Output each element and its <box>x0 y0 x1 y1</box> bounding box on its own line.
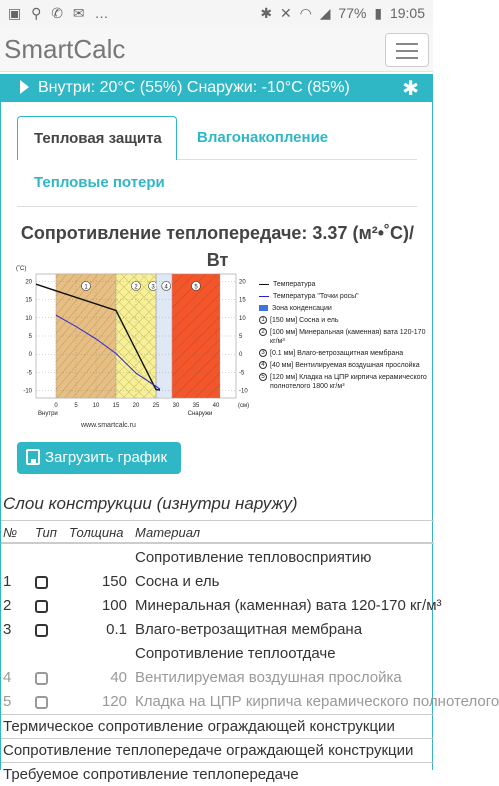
layer-material: Кладка на ЦПР кирпича керамического полнотелого <box>135 693 499 710</box>
x-tick-label: 20 <box>132 403 140 409</box>
layer-material: Влаго-ветрозащитная мембрана <box>135 621 363 638</box>
layer-number: 5 <box>3 693 12 710</box>
layer-number: 2 <box>3 597 12 614</box>
layer-thickness: 0.1 <box>106 621 127 638</box>
legend-text: [150 мм] Сосна и ель <box>270 317 339 324</box>
table-row <box>1 690 499 714</box>
legend-text: [40 мм] Вентилируемая воздушная прослойка <box>270 362 420 369</box>
chart-legend <box>259 280 429 394</box>
brand-logo[interactable]: SmartCalc <box>4 34 126 64</box>
image-icon: ▣ <box>8 5 25 21</box>
legend-text: Температура <box>273 281 316 288</box>
legend-item <box>259 373 429 391</box>
layer-checkbox[interactable] <box>35 600 48 613</box>
y-tick-label-left: -10 <box>23 388 32 395</box>
y-axis-unit: (˚С) <box>16 266 27 272</box>
more-icon: … <box>94 5 112 21</box>
legend-text: [0.1 мм] Влаго-ветрозащитная мембрана <box>270 350 404 357</box>
legend-line-swatch <box>259 296 269 297</box>
x-edge-label-inside: Внутри <box>38 411 58 417</box>
legend-layer-number: 1 <box>259 316 267 324</box>
layer-number: 1 <box>3 573 12 590</box>
layers-title: Слои конструкции (изнутри наружу) <box>3 494 298 513</box>
layer-checkbox[interactable] <box>35 624 48 637</box>
column-header-thickness: Толщина <box>69 525 124 540</box>
legend-item <box>259 280 429 289</box>
x-axis-unit: (см) <box>238 403 250 409</box>
battery-icon: ▮ <box>374 5 383 21</box>
layer-band-1 <box>56 274 116 398</box>
layer-marker-label-4: 4 <box>164 284 168 291</box>
x-tick-label: 25 <box>152 403 160 409</box>
legend-item <box>259 349 429 358</box>
layer-checkbox[interactable] <box>35 672 48 685</box>
x-tick-label: 15 <box>112 403 120 409</box>
layer-material: Сопротивление тепловосприятию <box>135 549 372 566</box>
signal-icon: ◢ <box>319 5 331 21</box>
y-tick-label-left: 20 <box>25 279 32 286</box>
status-system-icons <box>256 5 425 22</box>
layer-number: 4 <box>3 669 12 686</box>
summary-label: Термическое сопротивление ограждающей конструкции <box>3 718 395 735</box>
legend-layer-number: 2 <box>259 328 267 336</box>
table-row <box>1 666 434 690</box>
y-tick-label-right: 10 <box>239 315 246 322</box>
tab-moisture[interactable]: Влагонакопление <box>197 129 329 146</box>
y-tick-label-right: 15 <box>239 297 246 304</box>
legend-item <box>259 304 429 313</box>
mail-icon: ✉ <box>72 5 88 21</box>
layer-checkbox[interactable] <box>35 696 48 709</box>
tab-heat-loss[interactable]: Тепловые потери <box>34 174 165 191</box>
expand-arrow-icon <box>20 80 29 94</box>
summary-row <box>1 738 434 762</box>
y-tick-label-right: 0 <box>239 352 243 359</box>
legend-item <box>259 361 429 370</box>
column-header-type: Тип <box>35 525 57 540</box>
legend-item <box>259 316 429 325</box>
settings-icon[interactable]: ✱ <box>402 78 419 100</box>
layer-thickness: 100 <box>101 597 127 614</box>
y-tick-label-right: 5 <box>239 334 243 340</box>
legend-item <box>259 328 429 346</box>
legend-text: Температура "Точки росы" <box>273 293 359 300</box>
y-tick-label-left: 10 <box>25 315 32 322</box>
x-tick-label: 40 <box>212 403 220 409</box>
y-tick-label-left: 0 <box>28 352 32 359</box>
column-header-material: Материал <box>135 525 201 540</box>
save-icon <box>26 449 40 465</box>
download-chart-button[interactable] <box>17 442 181 474</box>
y-tick-label-right: 20 <box>239 279 246 286</box>
y-tick-label-left: 15 <box>25 297 32 304</box>
layer-thickness: 150 <box>101 573 127 590</box>
x-tick-label: 5 <box>74 403 78 409</box>
mute-icon: ✕ <box>280 5 292 21</box>
layer-material: Минеральная (каменная) вата 120-170 кг/м³ <box>135 597 442 614</box>
table-row <box>1 594 442 618</box>
layer-marker-label-2: 2 <box>134 284 138 291</box>
hamburger-bar <box>396 57 418 59</box>
layer-marker-label-3: 3 <box>151 284 155 291</box>
legend-text: Зона конденсации <box>272 305 332 312</box>
summary-label: Требуемое сопротивление теплопередаче <box>3 766 299 783</box>
legend-layer-number: 4 <box>259 361 267 369</box>
tab-thermal-protection[interactable]: Тепловая защита <box>17 116 177 160</box>
search-icon: ⚲ <box>31 5 45 21</box>
table-header <box>1 520 434 544</box>
x-tick-label: 30 <box>172 403 180 409</box>
column-header-number: № <box>3 525 18 540</box>
x-tick-label: 35 <box>192 403 200 409</box>
wifi-icon: ◠ <box>299 5 312 21</box>
legend-layer-number: 5 <box>259 373 267 381</box>
summary-row <box>1 714 434 738</box>
y-tick-label-right: -5 <box>239 370 245 377</box>
clock: 19:05 <box>389 5 425 21</box>
phone-icon: ✆ <box>51 5 67 21</box>
y-tick-label-left: 5 <box>28 334 32 340</box>
main-panel <box>0 102 499 783</box>
y-tick-label-left: -5 <box>26 370 32 377</box>
legend-text: [100 мм] Минеральная (каменная) вата 120-170 кг/м³ <box>270 329 426 345</box>
legend-box-swatch <box>259 305 268 311</box>
app-bar <box>0 28 433 72</box>
layer-number: 3 <box>3 621 12 638</box>
legend-line-swatch <box>259 284 269 285</box>
legend-text: [120 мм] Кладка на ЦПР кирпича керамического полнотелого 1800 кг/м³ <box>270 374 427 390</box>
table-row <box>1 618 434 642</box>
layer-material: Сопротивление теплоотдаче <box>135 645 336 662</box>
layer-marker-label-1: 1 <box>84 284 88 291</box>
result-title: Сопротивление теплопередаче: 3.37 (м²•˚С)/Вт <box>20 223 415 270</box>
temperature-chart <box>14 262 256 422</box>
download-chart-label: Загрузить график <box>45 449 168 466</box>
summary-label: Сопротивление теплопередаче ограждающей конструкции <box>3 742 414 759</box>
chart-credit: www.smartcalc.ru <box>81 422 136 429</box>
status-bar <box>0 0 433 28</box>
layer-thickness: 40 <box>110 669 127 686</box>
x-tick-label: 0 <box>54 403 58 409</box>
y-tick-label-right: -10 <box>239 388 248 395</box>
hamburger-icon <box>396 43 418 45</box>
battery-level: 77% <box>338 5 367 21</box>
menu-button[interactable] <box>385 33 429 67</box>
layer-band-4 <box>156 274 172 398</box>
legend-layer-number: 3 <box>259 349 267 357</box>
hamburger-bar <box>396 50 418 52</box>
table-row <box>1 570 434 594</box>
x-tick-label: 10 <box>92 403 100 409</box>
x-edge-label-outside: Снаружи <box>187 411 213 417</box>
tab-divider <box>177 159 417 160</box>
tabs-divider <box>17 206 417 207</box>
layer-checkbox[interactable] <box>35 576 48 589</box>
summary-row <box>1 762 434 786</box>
conditions-bar[interactable] <box>0 74 433 102</box>
layer-material: Сосна и ель <box>135 573 220 590</box>
layer-marker-label-5: 5 <box>194 284 198 291</box>
layer-material: Вентилируемая воздушная прослойка <box>135 669 402 686</box>
status-notification-icons <box>8 5 112 22</box>
table-row <box>1 642 434 666</box>
bluetooth-icon: ✱ <box>260 5 273 21</box>
conditions-text: Внутри: 20°C (55%) Снаружи: -10°C (85%) <box>38 79 350 96</box>
table-row <box>1 546 434 570</box>
layer-thickness: 120 <box>101 693 127 710</box>
legend-item <box>259 292 429 301</box>
